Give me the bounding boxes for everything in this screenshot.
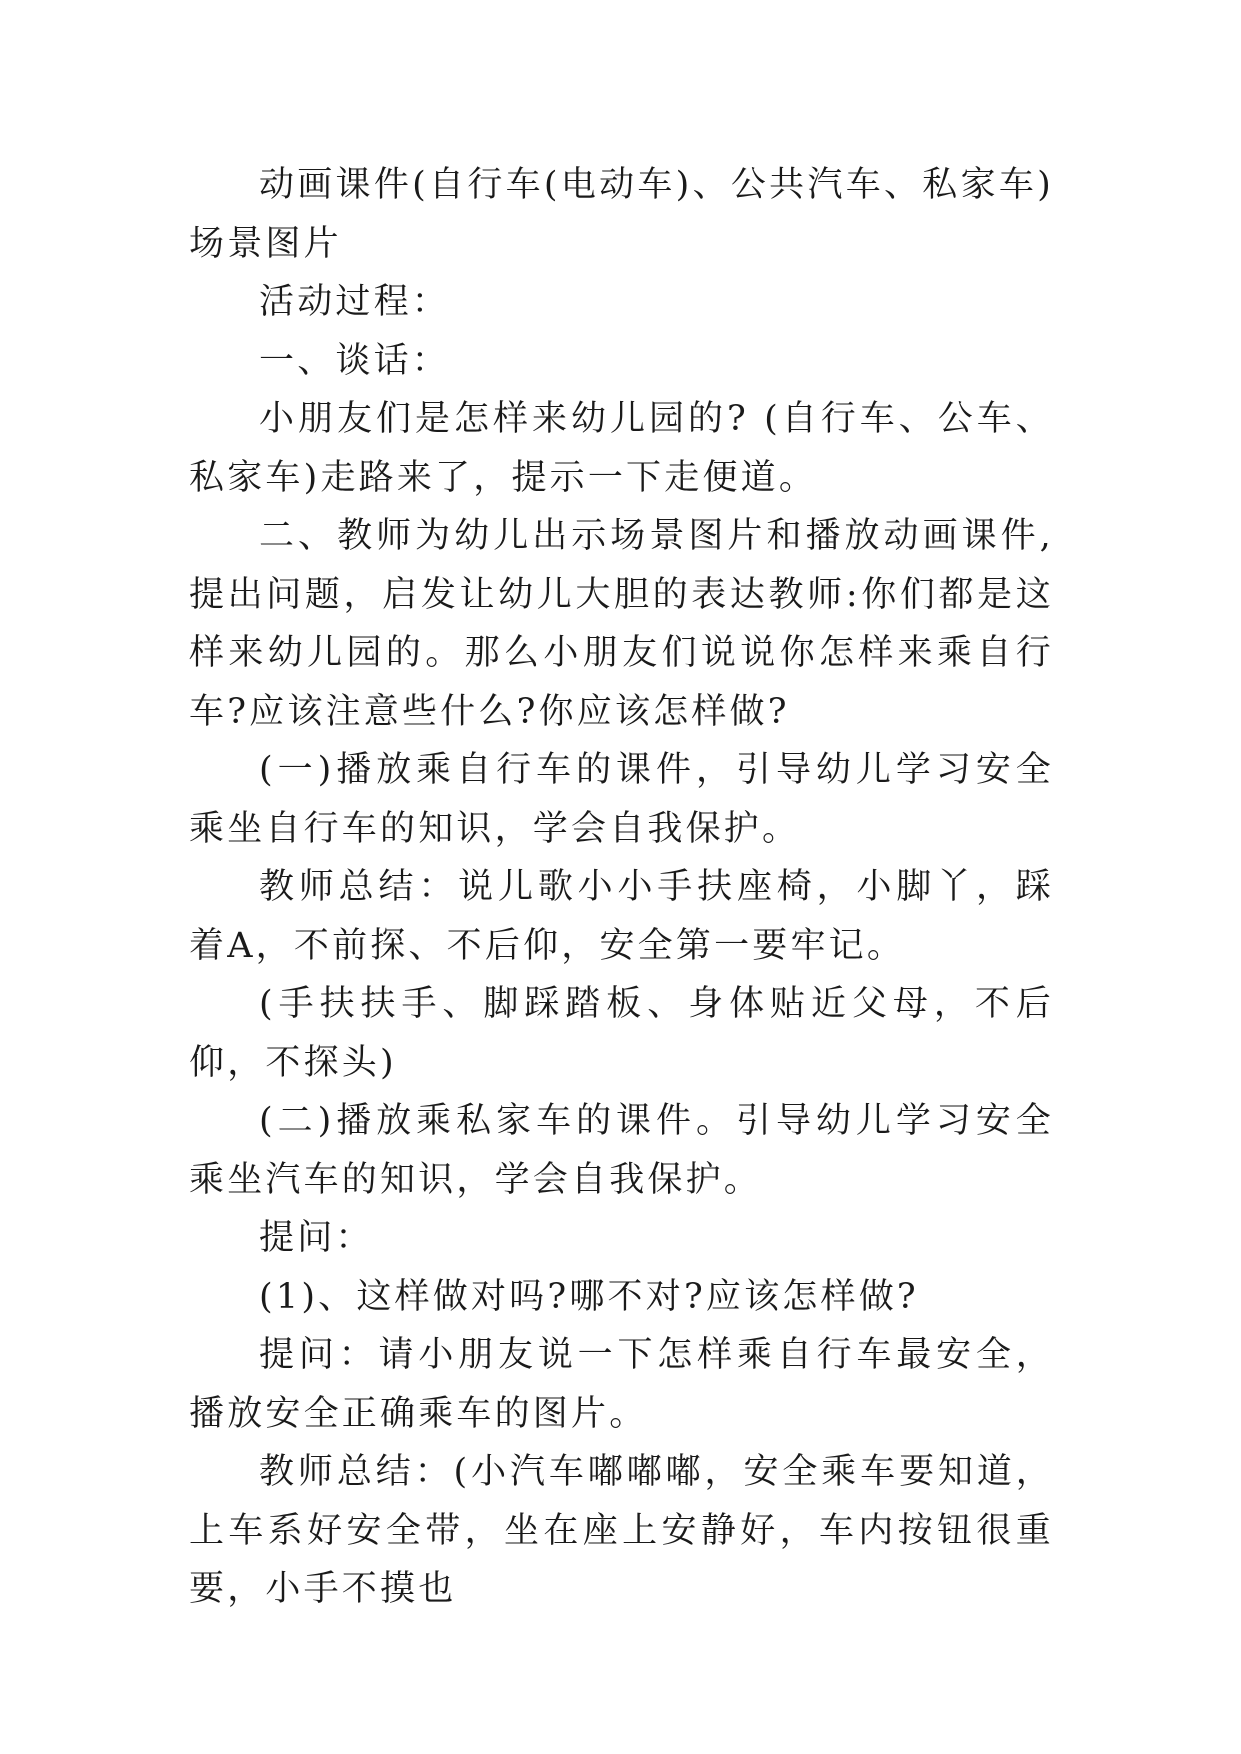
paragraph-materials: 动画课件(自行车(电动车)、公共汽车、私家车)场景图片	[189, 165, 1054, 264]
paragraph-teacher-summary-bicycle: 教师总结：说儿歌小小手扶座椅，小脚丫，踩着A，不前探、不后仰，安全第一要牢记。	[189, 867, 1054, 966]
paragraph-question-one: (1)、这样做对吗?哪不对?应该怎样做?	[259, 1276, 919, 1317]
paragraph-activity-process-heading: 活动过程：	[259, 282, 451, 322]
document-body	[189, 156, 1054, 1619]
paragraph-bicycle-notes: (手扶扶手、脚踩踏板、身体贴近父母，不后仰，不探头)	[189, 984, 1054, 1083]
paragraph-talk-heading: 一、谈话：	[259, 340, 451, 381]
paragraph-private-car-courseware: (二)播放乘私家车的课件。引导幼儿学习安全乘坐汽车的知识，学会自我保护。	[189, 1101, 1054, 1200]
paragraph-bicycle-courseware: (一)播放乘自行车的课件，引导幼儿学习安全乘坐自行车的知识，学会自我保护。	[189, 750, 1054, 849]
paragraph-teacher-summary-car: 教师总结：(小汽车嘟嘟嘟，安全乘车要知道，上车系好安全带，坐在座上安静好，车内按钮很重要，小手不摸也	[189, 1452, 1054, 1609]
paragraph-question-heading: 提问：	[259, 1218, 374, 1258]
paragraph-section-two: 二、教师为幼儿出示场景图片和播放动画课件,提出问题，启发让幼儿大胆的表达教师:你们都是这样来幼儿园的。那么小朋友们说说你怎样来乘自行车?应该注意些什么?你应该怎样做?	[189, 516, 1054, 732]
paragraph-question-safest-ride: 提问：请小朋友说一下怎样乘自行车最安全，播放安全正确乘车的图片。	[189, 1335, 1054, 1434]
paragraph-how-come-to-kindergarten: 小朋友们是怎样来幼儿园的? (自行车、公车、私家车)走路来了，提示一下走便道。	[189, 399, 1054, 498]
